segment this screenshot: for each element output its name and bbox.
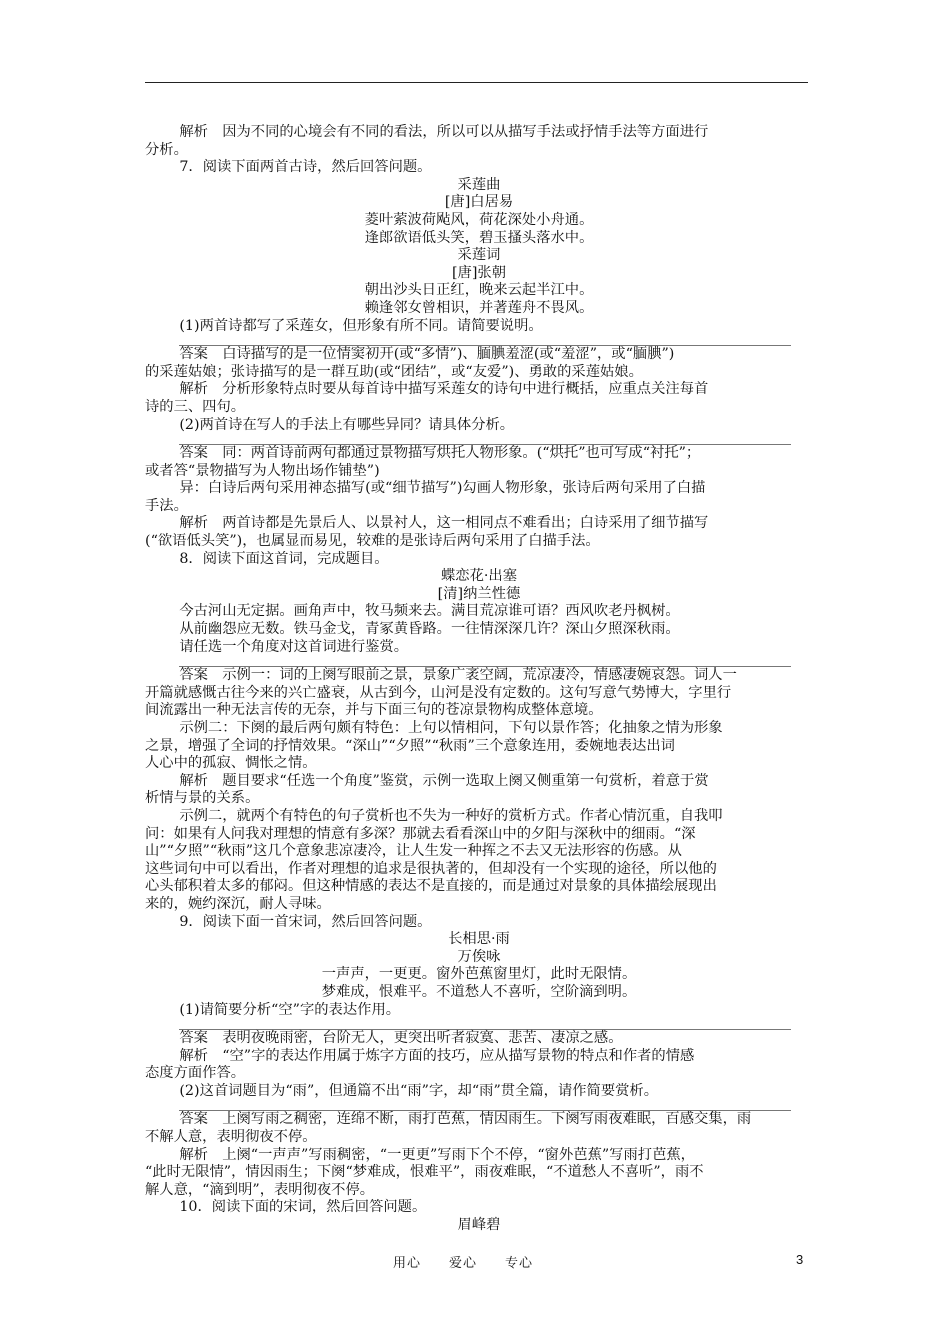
paragraph-line: (2)这首词题目为“雨”，但通篇不出“雨”字，却“雨”贯全篇，请作简要赏析。 bbox=[179, 1082, 659, 1099]
paragraph-line: 示例二，就两个有特色的句子赏析也不失为一种好的赏析方式。作者心情沉重，自我叩 bbox=[179, 807, 723, 824]
continuation-line: 手法。 bbox=[145, 497, 188, 514]
paragraph-line: 解析 “空”字的表达作用属于炼字方面的技巧，应从描写景物的特点和作者的情感 bbox=[179, 1047, 695, 1064]
paragraph-line: 答案 同：两首诗前两句都通过景物描写烘托人物形象。(“烘托”也可写成“衬托”； bbox=[179, 445, 701, 462]
paragraph-line: 答案 白诗描写的是一位情窦初开(或“多情”)、腼腆羞涩(或“羞涩”，或“腼腆”) bbox=[179, 346, 675, 363]
continuation-line: 心头郁积着太多的郁闷。但这种情感的表达不是直接的，而是通过对景象的具体描绘展现出 bbox=[145, 878, 717, 895]
paragraph-line: 示例二：下阕的最后两句颇有特色：上句以情相问，下句以景作答；化抽象之情为形象 bbox=[179, 720, 723, 736]
paragraph-line: 解析 上阕“一声声”写雨稠密，“一更更”写雨下个不停，“窗外芭蕉”写雨打芭蕉， bbox=[179, 1146, 695, 1163]
paragraph-line: 从前幽怨应无数。铁马金戈，青冢黄昏路。一往情深深几许？深山夕照深秋雨。 bbox=[179, 621, 680, 638]
paragraph-line: 今古河山无定据。画角声中，牧马频来去。满目荒凉谁可语？西风吹老丹枫树。 bbox=[179, 603, 680, 620]
paragraph-line: 解析 分析形象特点时要从每首诗中描写采莲女的诗句中进行概括，应重点关注每首 bbox=[179, 381, 709, 398]
centered-line: 一声声，一更更。窗外芭蕉窗里灯，此时无限情。 bbox=[321, 966, 637, 983]
paragraph-line: 9．阅读下面一首宋词，然后回答问题。 bbox=[179, 913, 432, 930]
centered-line: 梦难成，恨难平。不道愁人不喜听，空阶滴到明。 bbox=[321, 983, 637, 1000]
paragraph-line: (1)请简要分析“空”字的表达作用。 bbox=[179, 1001, 401, 1018]
centered-line: 逢郎欲语低头笑，碧玉搔头落水中。 bbox=[364, 229, 594, 246]
footer-slogan: 用心 爱心 专心 bbox=[393, 1256, 534, 1271]
continuation-line: 这些词句中可以看出，作者对理想的追求是很执著的，但却没有一个实现的途径，所以他的 bbox=[145, 860, 717, 877]
continuation-line: 态度方面作答。 bbox=[145, 1065, 246, 1082]
centered-line: 万俟咏 bbox=[457, 948, 501, 965]
centered-line: 采莲词 bbox=[457, 247, 501, 264]
page-number: 3 bbox=[796, 1252, 804, 1267]
continuation-line: 或者答“景物描写为人物出场作铺垫”) bbox=[145, 462, 380, 479]
continuation-line: 不解人意，表明彻夜不停。 bbox=[145, 1129, 317, 1146]
continuation-line: 问：如果有人问我对理想的情意有多深？那就去看看深山中的夕阳与深秋中的细雨。“深 bbox=[145, 825, 696, 842]
header-rule bbox=[145, 82, 808, 83]
continuation-line: 的采莲姑娘；张诗描写的是一群互助(或“团结”，或“友爱”)、勇敢的采莲姑娘。 bbox=[145, 363, 643, 380]
continuation-line: 解人意，“滴到明”，表明彻夜不停。 bbox=[145, 1181, 375, 1198]
centered-line: 采莲曲 bbox=[457, 176, 501, 193]
paragraph-line: 答案 上阕写雨之稠密，连绵不断，雨打芭蕉，情因雨生。下阕写雨夜难眠，百感交集，雨 bbox=[179, 1111, 752, 1128]
centered-line: 赖逢邻女曾相识，并著莲舟不畏风。 bbox=[364, 299, 594, 316]
paragraph-line: 解析 题目要求“任选一个角度”鉴赏，示例一选取上阕又侧重第一句赏析，着意于赏 bbox=[179, 772, 709, 789]
continuation-line: 之景，增强了全词的抒情效果。“深山”“夕照”“秋雨”三个意象连用，委婉地表达出词 bbox=[145, 737, 675, 754]
paragraph-line: 异：白诗后两句采用神态描写(或“细节描写”)勾画人物形象，张诗后两句采用了白描 bbox=[179, 480, 706, 497]
continuation-line: 分析。 bbox=[145, 141, 188, 158]
centered-line: [唐]张朝 bbox=[451, 264, 507, 281]
answer-blank-line bbox=[179, 434, 791, 445]
continuation-line: 开篇就感慨古往今来的兴亡盛衰，从古到今，山河是没有定数的。这句写意气势博大，字里行 bbox=[145, 684, 732, 701]
centered-line: 长相思·雨 bbox=[448, 931, 510, 948]
paragraph-line: 7．阅读下面两首古诗，然后回答问题。 bbox=[179, 159, 432, 176]
paragraph-line: 解析 因为不同的心境会有不同的看法，所以可以从描写手法或抒情手法等方面进行 bbox=[179, 124, 709, 140]
answer-blank-line bbox=[179, 1100, 791, 1111]
continuation-line: 间流露出一种无法言传的无奈，并与下面三句的苍凉景物构成整体意境。 bbox=[145, 702, 603, 719]
answer-blank-line bbox=[179, 1019, 791, 1030]
centered-line: 蝶恋花·出塞 bbox=[440, 568, 518, 585]
answer-blank-line bbox=[179, 656, 791, 667]
centered-line: 菱叶萦波荷飐风，荷花深处小舟通。 bbox=[364, 211, 594, 228]
centered-line: 眉峰碧 bbox=[457, 1217, 501, 1234]
centered-line: [清]纳兰性德 bbox=[437, 585, 521, 602]
paragraph-line: (2)两首诗在写人的手法上有哪些异同？请具体分析。 bbox=[179, 416, 515, 433]
continuation-line: 山”“夕照”“秋雨”这几个意象悲凉凄冷，让人生发一种挥之不去又无法形容的伤感。从 bbox=[145, 843, 682, 860]
continuation-line: 人心中的孤寂、惆怅之情。 bbox=[145, 755, 317, 772]
paragraph-line: 答案 表明夜晚雨密，台阶无人，更突出听者寂寞、悲苦、凄凉之感。 bbox=[179, 1030, 623, 1047]
paragraph-line: 8．阅读下面这首词，完成题目。 bbox=[179, 550, 389, 567]
continuation-line: 诗的三、四句。 bbox=[145, 398, 246, 415]
continuation-line: “此时无限情”，情因雨生；下阕“梦难成，恨难平”，雨夜难眠，“不道愁人不喜听”，雨不 bbox=[145, 1164, 704, 1181]
continuation-line: 析情与景的关系。 bbox=[145, 790, 260, 807]
centered-line: [唐]白居易 bbox=[444, 194, 514, 211]
paragraph-line: (1)两首诗都写了采莲女，但形象有所不同。请简要说明。 bbox=[179, 317, 543, 334]
paragraph-line: 解析 两首诗都是先景后人、以景衬人，这一相同点不难看出；白诗采用了细节描写 bbox=[179, 515, 709, 532]
paragraph-line: 请任选一个角度对这首词进行鉴赏。 bbox=[179, 638, 409, 655]
document-body bbox=[145, 124, 813, 1235]
paragraph-line: 10．阅读下面的宋词，然后回答问题。 bbox=[179, 1199, 427, 1216]
continuation-line: 来的，婉约深沉，耐人寻味。 bbox=[145, 895, 331, 912]
centered-line: 朝出沙头日正红，晚来云起半江中。 bbox=[364, 282, 594, 299]
continuation-line: (“欲语低头笑”)，也属显而易见，较难的是张诗后两句采用了白描手法。 bbox=[145, 533, 600, 550]
paragraph-line: 答案 示例一：词的上阕写眼前之景，景象广袤空阔，荒凉凄冷，情感凄婉哀怨。词人一 bbox=[179, 667, 737, 684]
answer-blank-line bbox=[179, 335, 791, 346]
